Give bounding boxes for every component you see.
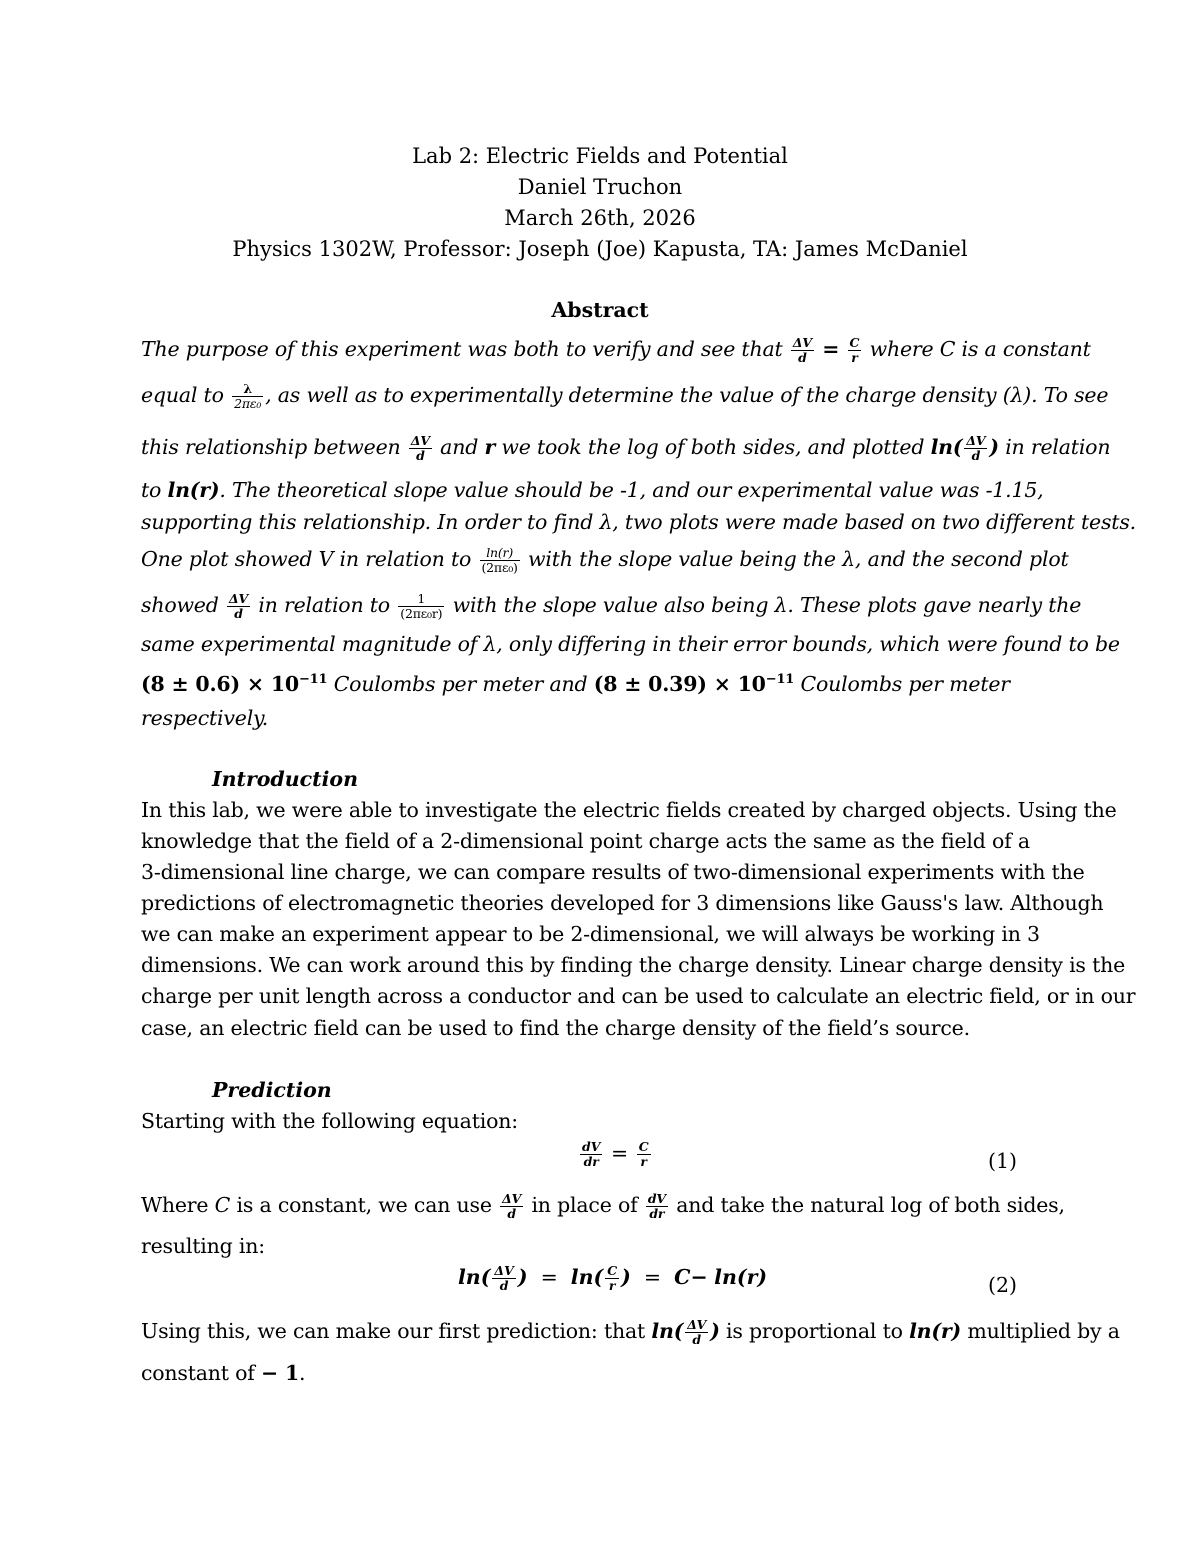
- abstract-line-8: same experimental magnitude of λ, only differing in their error bounds, which were found to be: [141, 632, 1120, 656]
- abstract-line-10: respectively.: [141, 706, 269, 730]
- abstract-text: we took the log of both sides, and plotted: [501, 435, 925, 459]
- abstract-text: this relationship between: [141, 435, 401, 459]
- intro-line-3: 3-dimensional line charge, we can compare results of two-dimensional experiments with the: [141, 860, 1085, 884]
- lambda-value-2: (8 ± 0.39) × 10: [593, 672, 766, 696]
- fraction-1-eps-r: $\frac{1}{\text{(2πε₀r)}}$: [400, 591, 443, 621]
- fraction-dv-d: $\frac{\Delta V}{d}$: [229, 591, 248, 621]
- document-date: March 26th, 2026: [504, 206, 696, 230]
- abstract-text: in relation to: [258, 593, 390, 617]
- fraction-dv-d: $\frac{\Delta V}{d}$: [966, 433, 986, 463]
- abstract-text: . The theoretical slope value should be -1, and our experimental value was -1.15,: [219, 478, 1044, 502]
- intro-line-1: In this lab, we were able to investigate the electric fields created by charged objects. Using the: [141, 798, 1117, 822]
- intro-line-7: charge per unit length across a conductor and can be used to calculate an electric field, or in our: [141, 984, 1136, 1008]
- author-name: Daniel Truchon: [517, 175, 683, 199]
- abstract-line-6: [141, 546, 1069, 575]
- abstract-text: , as well as to experimentally determine the value of the charge density (λ). To see: [265, 383, 1109, 407]
- abstract-text: and: [440, 435, 479, 459]
- abstract-text: where C is a constant: [869, 337, 1091, 361]
- introduction-heading: Introduction: [212, 767, 358, 791]
- fraction-dv-d: $\frac{\Delta V}{d}$: [410, 433, 430, 463]
- equation-2-number: (2): [988, 1273, 1018, 1297]
- abstract-line-5: supporting this relationship. In order to find λ, two plots were made based on two different tests.: [141, 510, 1136, 534]
- prediction-text: Where: [141, 1193, 209, 1217]
- abstract-text: in relation: [1005, 435, 1111, 459]
- abstract-text: Coulombs per meter and: [333, 672, 588, 696]
- prediction-text: is a constant, we can use: [236, 1193, 492, 1217]
- prediction-text: is proportional to: [726, 1319, 903, 1343]
- abstract-text: Coulombs per meter: [800, 672, 1010, 696]
- abstract-text: showed: [141, 593, 219, 617]
- prediction-heading: Prediction: [212, 1078, 332, 1102]
- intro-line-5: we can make an experiment appear to be 2-dimensional, we will always be working in 3: [141, 922, 1040, 946]
- prediction-line-1: Starting with the following equation:: [141, 1109, 518, 1133]
- prediction-text: in place of: [531, 1193, 638, 1217]
- equation-1: $\frac{dV}{dr}$ = $\frac{C}{r}$: [582, 1139, 649, 1169]
- abstract-line-1: The purpose of this experiment was both to verify and see that $\frac{\Delta V}{d}$ = $\frac{C}{r}$ where C is a constant: [141, 335, 1091, 365]
- abstract-heading: Abstract: [551, 298, 649, 322]
- intro-line-8: case, an electric field can be used to find the charge density of the field’s source.: [141, 1016, 970, 1040]
- fraction-c-r: $\frac{C}{r}$: [849, 335, 860, 365]
- prediction-line-4: Using this, we can make our first prediction: that ln( $\frac{\Delta V}{d}$ ) is proportional to ln(r) multiplied by a: [141, 1317, 1120, 1347]
- prediction-text: multiplied by a: [967, 1319, 1120, 1343]
- lambda-value-1: (8 ± 0.6) × 10: [141, 672, 299, 696]
- course-info: Physics 1302W, Professor: Joseph (Joe) Kapusta, TA: James McDaniel: [232, 237, 968, 261]
- equation-1-number: (1): [988, 1149, 1018, 1173]
- prediction-text: Using this, we can make our first prediction: that: [141, 1319, 646, 1343]
- abstract-text: with the slope value being the λ, and the second plot: [528, 547, 1069, 571]
- abstract-line-4: to ln(r). The theoretical slope value should be -1, and our experimental value was -1.15,: [141, 478, 1044, 502]
- intro-line-2: knowledge that the field of a 2-dimensional point charge acts the same as the field of a: [141, 829, 1030, 853]
- fraction-lambda-eps: $\frac{\lambda}{\text{2πε₀}}$: [234, 381, 262, 411]
- prediction-text: and take the natural log of both sides,: [676, 1193, 1065, 1217]
- abstract-text: The purpose of this experiment was both to verify and see that: [141, 337, 783, 361]
- abstract-text: to: [141, 478, 162, 502]
- prediction-line-2: Where C is a constant, we can use $\frac{\Delta V}{d}$ in place of $\frac{dV}{dr}$ and take the natural log of both sides,: [141, 1191, 1065, 1221]
- abstract-text: with the slope value also being λ. These plots gave nearly the: [452, 593, 1082, 617]
- abstract-line-3: this relationship between $\frac{\Delta V}{d}$ and r we took the log of both sides, and plotted ln( $\frac{\Delta V}{d}$ ) in relation: [141, 433, 1111, 463]
- abstract-text: One plot showed V in relation to: [141, 547, 472, 571]
- intro-line-4: predictions of electromagnetic theories developed for 3 dimensions like Gauss's law. Although: [141, 891, 1104, 915]
- intro-line-6: dimensions. We can work around this by finding the charge density. Linear charge density is the: [141, 953, 1126, 977]
- document-title: Lab 2: Electric Fields and Potential: [412, 144, 788, 168]
- abstract-line-9: $(8 \pm 0.6) \times 10^{-11}$ Coulombs per meter and $(8 \pm 0.39) \times 10^{-11}$ Coulombs per meter: [141, 672, 1010, 696]
- fraction-dv-d: $\frac{\Delta V}{d}$: [792, 335, 812, 365]
- abstract-text: equal to: [141, 383, 224, 407]
- prediction-line-5: constant of − 1.: [141, 1361, 306, 1385]
- fraction-lnr-eps: $\frac{\ln(r)}{\text{(2πε₀)}}$: [481, 545, 518, 575]
- equation-2: ln( $\frac{\Delta V}{d}$ ) = ln( $\frac{C}{r}$ ) = C− ln(r): [458, 1263, 768, 1293]
- abstract-line-2: [141, 382, 1108, 411]
- abstract-line-7: [141, 592, 1081, 621]
- prediction-line-3: resulting in:: [141, 1234, 265, 1258]
- prediction-text: constant of: [141, 1361, 255, 1385]
